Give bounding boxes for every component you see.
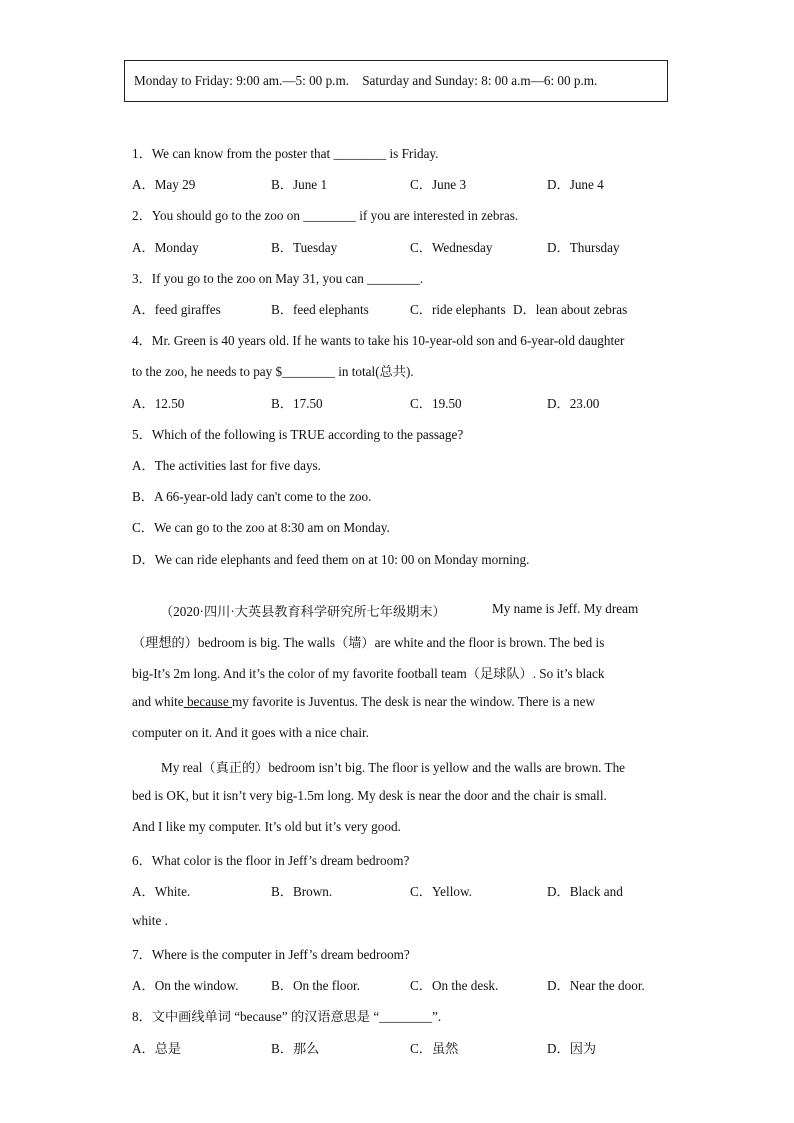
q7-option-d: D．Near the door. [547,978,645,993]
question-4-stem: 4．Mr. Green is 40 years old. If he wants to take his 10-year-old son and 6-year-old daughter [132,333,625,348]
underlined-word-because: because [183,694,232,709]
passage-p2-line1: My real（真正的）bedroom isn’t big. The floor is yellow and the walls are brown. The [161,760,626,775]
question-3-stem: 3．If you go to the zoo on May 31, you can ________. [132,271,424,286]
opening-hours-box [124,60,668,102]
passage-p1-line2: （理想的）bedroom is big. The walls（墙）are white and the floor is brown. The bed is [132,635,605,650]
q5-option-c: C．We can go to the zoo at 8:30 am on Monday. [132,520,390,535]
passage-p1-line4-pre: and white [132,694,184,709]
question-5-stem: 5．Which of the following is TRUE according to the passage? [132,427,464,442]
q1-option-c: C．June 3 [410,177,467,192]
q5-option-a: A．The activities last for five days. [132,458,321,473]
q8-option-b: B．那么 [271,1041,320,1056]
q8-option-c: C．虽然 [410,1041,459,1056]
q4-option-a: A．12.50 [132,396,185,411]
q1-option-b: B．June 1 [271,177,328,192]
q1-option-d: D．June 4 [547,177,604,192]
q7-option-a: A．On the window. [132,978,239,993]
passage-p2-line3: And I like my computer. It’s old but it’s very good. [132,819,401,834]
question-7-stem: 7．Where is the computer in Jeff’s dream bedroom? [132,947,410,962]
question-2-stem: 2．You should go to the zoo on ________ if you are interested in zebras. [132,208,519,223]
question-6-stem: 6．What color is the floor in Jeff’s dream bedroom? [132,853,410,868]
q8-option-a: A．总是 [132,1041,182,1056]
q2-option-c: C．Wednesday [410,240,493,255]
q4-option-d: D．23.00 [547,396,600,411]
q5-option-b: B．A 66-year-old lady can't come to the zoo. [132,489,372,504]
q7-option-c: C．On the desk. [410,978,499,993]
passage-p2-line2: bed is OK, but it isn’t very big-1.5m long. My desk is near the door and the chair is small. [132,788,607,803]
q3-option-a: A．feed giraffes [132,302,221,317]
q8-option-d: D．因为 [547,1041,597,1056]
q6-option-d: D．Black and [547,884,623,899]
q3-option-c: C．ride elephants [410,302,506,317]
passage-p1-line4-post: my favorite is Juventus. The desk is near the window. There is a new [231,694,596,709]
q6-option-d-wrap: white . [132,913,168,928]
q2-option-a: A．Monday [132,240,199,255]
q4-option-b: B．17.50 [271,396,323,411]
question-4-stem-cont: to the zoo, he needs to pay $________ in total(总共). [132,364,414,379]
opening-hours-text: Monday to Friday: 9:00 am.—5: 00 p.m. Saturday and Sunday: 8: 00 a.m—6: 00 p.m. [134,73,598,88]
q5-option-d: D．We can ride elephants and feed them on at 10: 00 on Monday morning. [132,552,530,567]
q6-option-c: C．Yellow. [410,884,472,899]
question-1-stem: 1．We can know from the poster that ________ is Friday. [132,146,439,161]
q2-option-d: D．Thursday [547,240,620,255]
q6-option-a: A．White. [132,884,191,899]
q3-option-b: B．feed elephants [271,302,369,317]
q2-option-b: B．Tuesday [271,240,338,255]
q1-option-a: A．May 29 [132,177,196,192]
q3-option-d: D．lean about zebras [513,302,628,317]
passage-p1-line1: My name is Jeff. My dream [492,601,639,616]
passage-p1-line5: computer on it. And it goes with a nice chair. [132,725,369,740]
passage-p1-line3: big-It’s 2m long. And it’s the color of my favorite football team（足球队）. So it’s black [132,666,605,681]
passage-p1-line4 [132,694,595,710]
question-8-stem: 8．文中画线单词 “because” 的汉语意思是 “________”. [132,1009,442,1024]
q7-option-b: B．On the floor. [271,978,361,993]
q4-option-c: C．19.50 [410,396,462,411]
passage-source: （2020·四川·大英县教育科学研究所七年级期末） [160,604,446,619]
q6-option-b: B．Brown. [271,884,333,899]
